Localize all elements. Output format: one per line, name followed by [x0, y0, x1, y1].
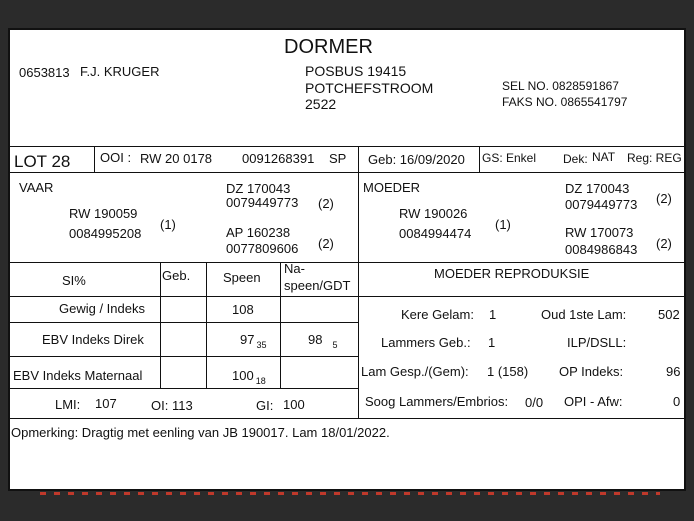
lam-gesp-label: Lam Gesp./(Gem): [361, 364, 469, 379]
row-maternaal-speen: 100 $_{18}$ [232, 368, 266, 386]
geb-header: Geb. [162, 268, 191, 283]
row-direk-speen: 97 $_{35}$ [240, 332, 267, 350]
lmi-value: 107 [95, 396, 117, 411]
soog-label: Soog Lammers/Embrios: [365, 394, 509, 409]
vaar-ap-count: (2) [318, 236, 334, 251]
divider-gs [479, 146, 480, 172]
soog-value: 0/0 [525, 395, 544, 410]
kere-gelam-label: Kere Gelam: [401, 307, 474, 322]
next-card-edge [40, 492, 660, 495]
sale-card [8, 28, 686, 491]
repro-title: MOEDER REPRODUKSIE [434, 266, 590, 281]
divider-lot [94, 146, 95, 172]
si-row-divider-1 [10, 296, 358, 297]
divider-parents [358, 172, 359, 418]
dek-label: Dek: [563, 152, 588, 166]
breed-title: DORMER [284, 36, 373, 58]
kere-gelam-value: 1 [489, 307, 497, 322]
divider-parents-bottom [10, 262, 684, 263]
moeder-rw2: RW 170073 [565, 225, 634, 240]
naspeen-header-line2: speen/GDT [284, 278, 351, 293]
moeder-id: 0084994474 [399, 226, 472, 241]
moeder-rw2-count: (2) [656, 236, 672, 251]
si-col-divider-1 [160, 262, 161, 388]
si-header: SI% [62, 273, 86, 288]
naspeen-header-line1: Na- [284, 261, 305, 276]
moeder-dz-id: 0079449773 [565, 197, 638, 212]
moeder-dz-count: (2) [656, 191, 672, 206]
ilp-dsll-label: ILP/DSLL: [567, 335, 627, 350]
oud-lam-value: 502 [658, 307, 680, 322]
row-direk-naspeen-sub: 5 [332, 340, 338, 350]
opi-afw-value: 0 [673, 394, 681, 409]
owner-id: 0653813 [19, 65, 70, 80]
sel-number: SEL NO. 0828591867 [502, 79, 619, 93]
divider-remark [10, 418, 684, 419]
address-line-2: POTCHEFSTROOM [305, 80, 434, 96]
owner-name: F.J. KRUGER [80, 64, 160, 79]
vaar-count: (1) [160, 217, 176, 232]
dek-value: NAT [592, 150, 616, 164]
row-gewig-speen: 108 [232, 302, 254, 317]
registration: Reg: REG [627, 151, 682, 165]
row-direk-speen-sub: 35 [256, 340, 267, 350]
lam-gesp-value: 1 (158) [487, 364, 529, 379]
lmi-label: LMI: [55, 397, 81, 412]
oud-lam-label: Oud 1ste Lam: [541, 307, 627, 322]
op-indeks-label: OP Indeks: [559, 364, 624, 379]
row-gewig-label: Gewig / Indeks [59, 301, 145, 316]
vaar-label: VAAR [19, 180, 54, 195]
vaar-ap: AP 160238 [226, 225, 291, 240]
si-col-divider-3 [280, 262, 281, 388]
divider-lot-row [10, 172, 684, 173]
repro-title-divider [358, 296, 684, 297]
divider-geb [358, 146, 359, 172]
oi-value: OI: 113 [151, 398, 193, 413]
speen-header: Speen [223, 270, 261, 285]
si-row-divider-4 [10, 388, 358, 389]
birth-status: GS: Enkel [482, 151, 537, 165]
divider-header [10, 146, 684, 147]
top-dark-border [0, 0, 694, 28]
address-line-3: 2522 [305, 96, 337, 112]
si-row-divider-3 [10, 356, 358, 357]
opi-afw-label: OPI - Afw: [564, 394, 623, 409]
moeder-rw: RW 190026 [399, 206, 468, 221]
vaar-rw: RW 190059 [69, 206, 138, 221]
row-maternaal-label: EBV Indeks Maternaal [13, 368, 143, 383]
vaar-dz-count: (2) [318, 196, 334, 211]
ooi-value: RW 20 0178 [140, 151, 213, 166]
vaar-dz-id: 0079449773 [226, 195, 299, 210]
moeder-label: MOEDER [363, 180, 421, 195]
gi-label: GI: [256, 398, 274, 413]
vaar-dz: DZ 170043 [226, 181, 291, 196]
lammers-geb-label: Lammers Geb.: [381, 335, 471, 350]
faks-number: FAKS NO. 0865541797 [502, 95, 628, 109]
moeder-count: (1) [495, 217, 511, 232]
vaar-id: 0084995208 [69, 226, 142, 241]
vaar-ap-id: 0077809606 [226, 241, 299, 256]
row-direk-naspeen: 98 $_5$ [308, 332, 338, 350]
moeder-dz: DZ 170043 [565, 181, 630, 196]
birth-date: Geb: 16/09/2020 [368, 152, 465, 167]
si-col-divider-2 [206, 262, 207, 388]
moeder-rw2-id: 0084986843 [565, 242, 638, 257]
row-maternaal-speen-sub: 18 [255, 376, 266, 386]
ooi-label: OOI : [100, 150, 132, 165]
ooi-id: 0091268391 [242, 151, 315, 166]
ooi-sp: SP [329, 151, 347, 166]
op-indeks-value: 96 [666, 364, 681, 379]
row-direk-label: EBV Indeks Direk [42, 332, 144, 347]
gi-value: 100 [283, 397, 305, 412]
bottom-dark-border [0, 491, 694, 521]
si-row-divider-2 [10, 322, 358, 323]
remark: Opmerking: Dragtig met eenling van JB 190017. Lam 18/01/2022. [11, 425, 390, 440]
lammers-geb-value: 1 [488, 335, 496, 350]
address-line-1: POSBUS 19415 [305, 63, 407, 79]
lot-number: LOT 28 [14, 152, 71, 171]
